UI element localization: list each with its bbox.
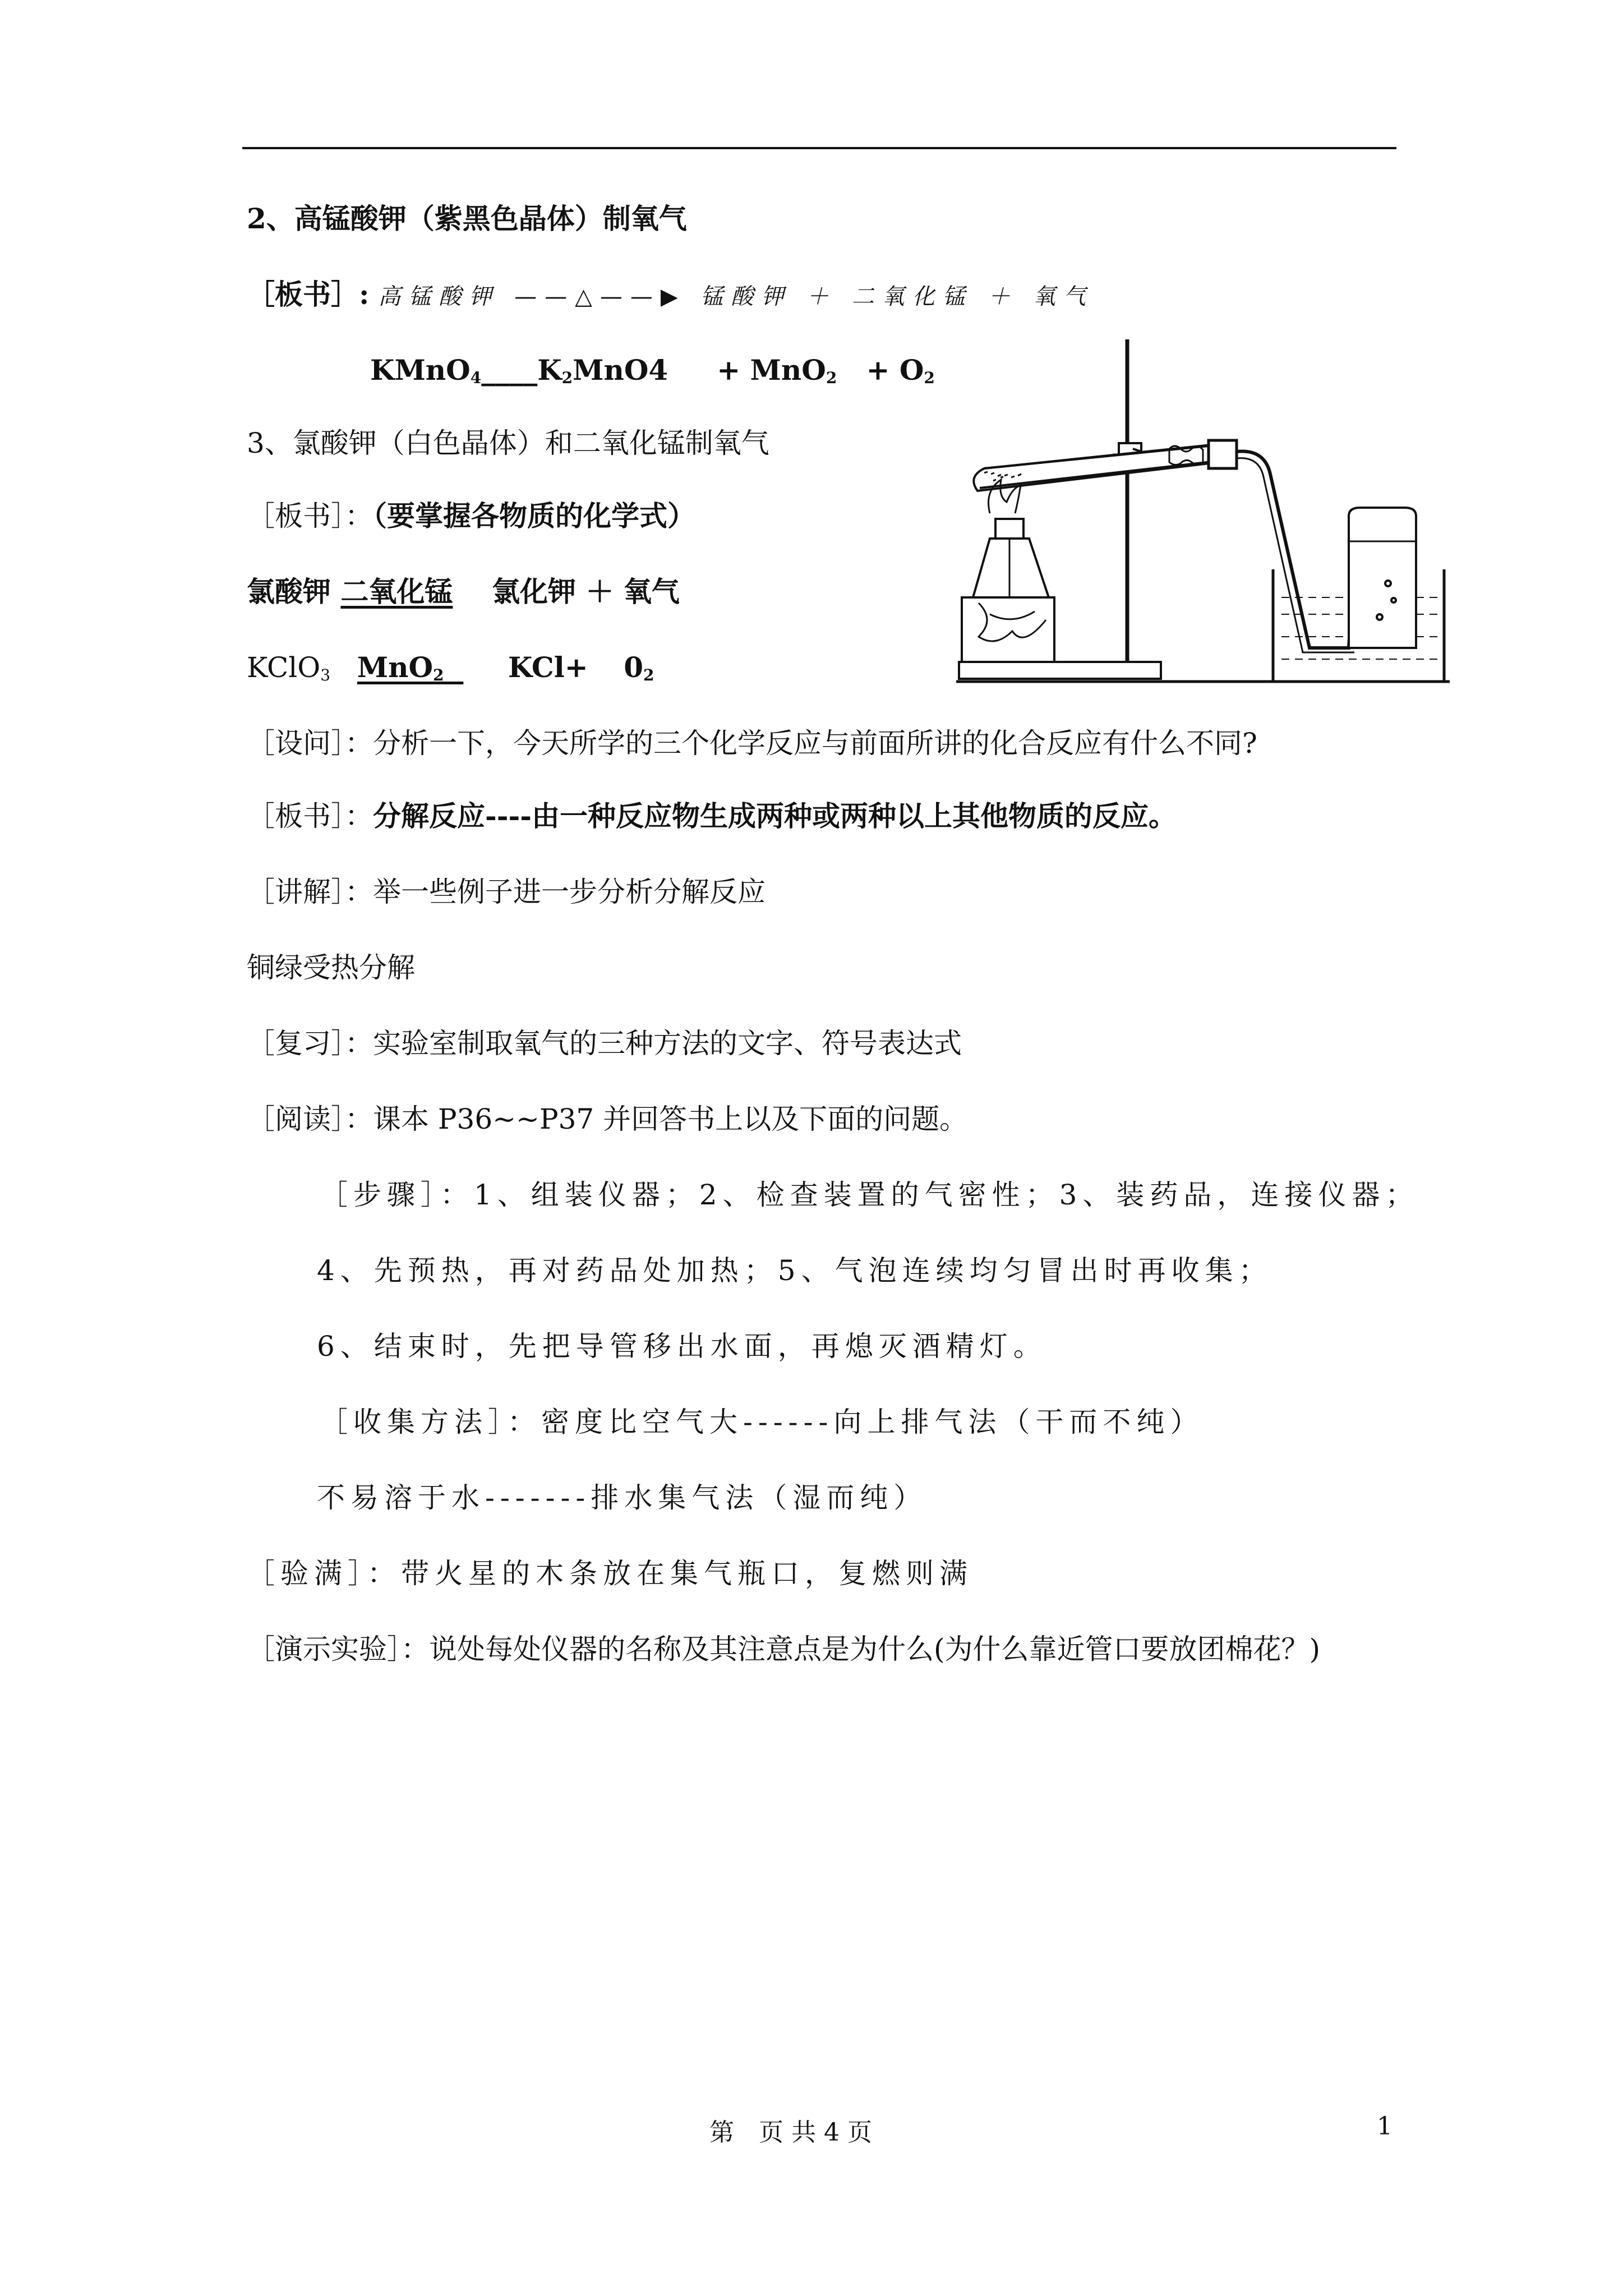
board-line-3: ［板书］：分解反应----由一种反应物生成两种或两种以上其他物质的反应。 [247, 799, 1177, 832]
footer-page-info: 第 页 共 4 页 [709, 2118, 872, 2147]
permanganate-formula-equation: $KMnO_4\_\_\_\_K_2MnO4$ + MnO$_2$ + $O_2$ [370, 353, 935, 387]
heading-chlorate: 3、氯酸钾（白色晶体）和二氧化锰制氧气 [247, 427, 769, 459]
chlorate-formula-equation: KClO$_3$ MnO$_2$ KCl+ $0_2$ [247, 651, 654, 684]
steps-line-2: 4、先预热，再对药品处加热；5、气泡连续均匀冒出时再收集； [317, 1254, 1272, 1287]
board-line-2: ［板书］：（要掌握各物质的化学式） [247, 499, 695, 532]
full-check-line: ［验满］：带火星的木条放在集气瓶口，复燃则满 [247, 1557, 973, 1590]
handwritten-word-equation: 高锰酸钾 ——△——▶ 锰酸钾 ＋ 二氧化锰 ＋ 氧气 [378, 284, 1094, 310]
oxygen-preparation-apparatus-illustration [945, 334, 1461, 698]
chlorate-word-equation: 氯酸钾 二氧化锰 氯化钾 ＋ 氧气 [247, 575, 680, 608]
collection-line-2: 不易溶于水-------排水集气法（湿而纯） [317, 1481, 928, 1514]
explain-line: ［讲解］：举一些例子进一步分析分解反应 [247, 876, 766, 908]
demo-line: ［演示实验］：说处每处仪器的名称及其注意点是为什么(为什么靠近管口要放团棉花？) [247, 1633, 1321, 1665]
steps-line-3: 6、结束时，先把导管移出水面，再熄灭酒精灯。 [317, 1330, 1047, 1363]
catalyst-label: 二氧化锰 [340, 575, 453, 608]
heading-permanganate: 2、高锰酸钾（紫黑色晶体）制氧气 [247, 202, 687, 235]
board-tag: ［板书］: [247, 278, 370, 311]
steps-line-1: ［步骤］：1、组装仪器；2、检查装置的气密性；3、装药品，连接仪器； [320, 1179, 1419, 1211]
board-line-1 [247, 275, 1094, 316]
reading-line: ［阅读］：课本 P36~~P37 并回答书上以及下面的问题。 [247, 1103, 968, 1135]
collection-line-1: ［收集方法］：密度比空气大------向上排气法（干而不纯） [320, 1406, 1204, 1438]
decomposition-definition: 分解反应----由一种反应物生成两种或两种以上其他物质的反应。 [373, 799, 1177, 832]
footer-page-number: 1 [1377, 2112, 1393, 2141]
copper-line: 铜绿受热分解 [247, 951, 415, 984]
header-rule [242, 147, 1396, 149]
question-line: ［设问］：分析一下，今天所学的三个化学反应与前面所讲的化合反应有什么不同? [247, 727, 1257, 760]
review-line: ［复习］：实验室制取氧气的三种方法的文字、符号表达式 [247, 1027, 962, 1060]
